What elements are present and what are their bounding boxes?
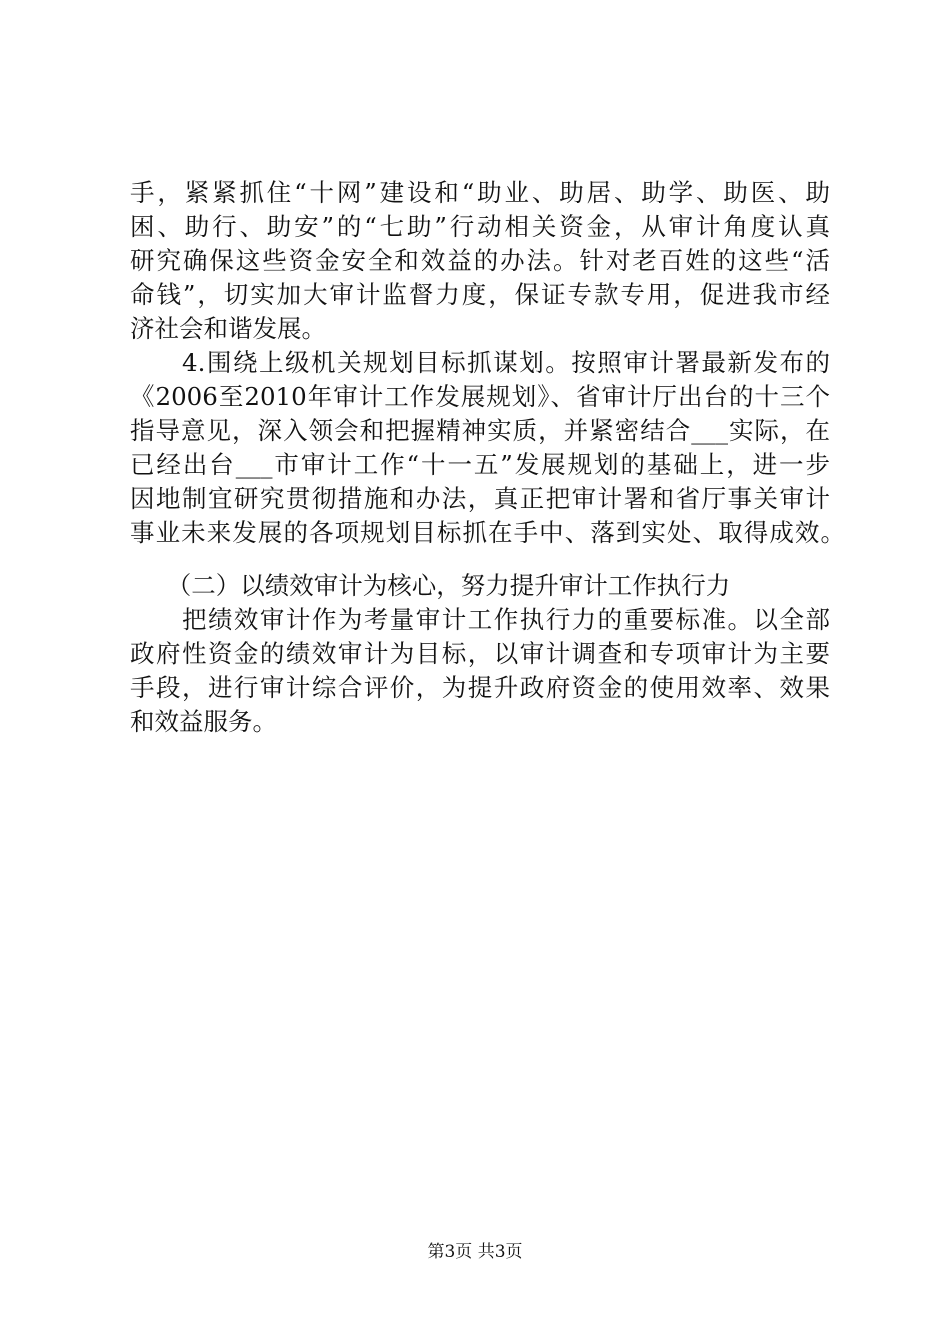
body-text-line: 把绩效审计作为考量审计工作执行力的重要标准。以全部 [130,605,830,634]
page-number-footer: 第3页 共3页 [427,1242,523,1262]
body-text-line: 因地制宜研究贯彻措施和办法，真正把审计署和省厅事关审计 [130,484,830,513]
body-text-line: 事业未来发展的各项规划目标抓在手中、落到实处、取得成效。 [130,518,845,547]
body-text-line: 已经出台___市审计工作“十一五”发展规划的基础上，进一步 [130,450,830,479]
body-text-line: 命钱”，切实加大审计监督力度，保证专款专用，促进我市经 [130,280,830,309]
body-text-line: 手，紧紧抓住“十网”建设和“助业、助居、助学、助医、助 [130,178,830,207]
body-text-line: 困、助行、助安”的“七助”行动相关资金，从审计角度认真 [130,212,830,241]
body-text-line: 政府性资金的绩效审计为目标，以审计调查和专项审计为主要 [130,639,830,668]
body-text-line: 指导意见，深入领会和把握精神实质，并紧密结合___实际，在 [130,416,830,445]
body-text-line: 《2006至2010年审计工作发展规划》、省审计厅出台的十三个 [130,382,830,411]
body-text-line: 手段，进行审计综合评价，为提升政府资金的使用效率、效果 [130,673,830,702]
body-text-line: 研究确保这些资金安全和效益的办法。针对老百姓的这些“活 [130,246,830,275]
body-text-line: 济社会和谐发展。 [130,314,326,343]
section-heading: （二）以绩效审计为核心，努力提升审计工作执行力 [130,571,731,600]
body-text-line: 4.围绕上级机关规划目标抓谋划。按照审计署最新发布的 [130,348,830,377]
body-text-line: 和效益服务。 [130,707,277,736]
